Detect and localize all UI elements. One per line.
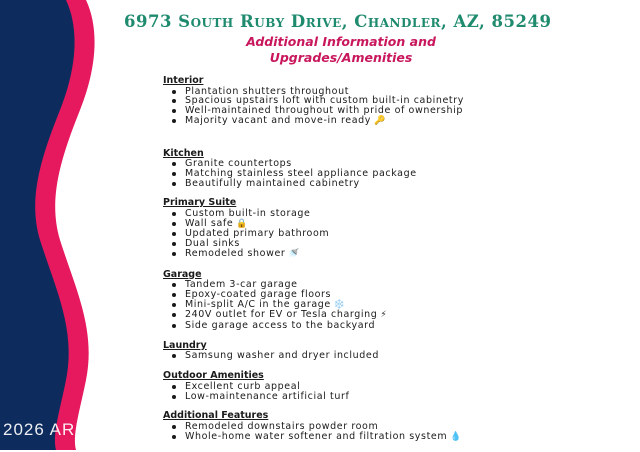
section-kitchen <box>163 149 633 189</box>
section-title: Additional Features <box>163 410 269 422</box>
watermark-text: 2026 ARMLS <box>3 420 114 439</box>
feature-item <box>163 116 633 127</box>
features-content <box>163 76 633 452</box>
feature-text: Well-maintained throughout with pride of ownership <box>185 105 463 117</box>
feature-text: Excellent curb appeal <box>185 380 301 392</box>
feature-text: Wall safe <box>185 217 234 229</box>
feature-item <box>163 249 633 260</box>
section-interior <box>163 76 633 127</box>
section-title: Kitchen <box>163 147 204 159</box>
feature-text: Custom built-in storage <box>185 208 311 220</box>
feature-text: Remodeled downstairs powder room <box>185 420 379 432</box>
section-title: Garage <box>163 268 202 280</box>
feature-item <box>163 392 633 402</box>
feature-item <box>163 351 633 361</box>
feature-emoji-icon: 🚿 <box>288 248 301 259</box>
subtitle-line-2: Upgrades/Amenities <box>269 50 413 65</box>
feature-text: Granite countertops <box>185 158 292 170</box>
feature-text: Samsung washer and dryer included <box>185 350 379 362</box>
feature-text: Updated primary bathroom <box>185 228 330 240</box>
feature-text: Majority vacant and move-in ready <box>185 114 371 126</box>
feature-list <box>163 351 633 361</box>
feature-text: Plantation shutters throughout <box>185 85 350 97</box>
feature-emoji-icon: ❄️ <box>333 299 346 310</box>
feature-list <box>163 209 633 260</box>
feature-text: Epoxy-coated garage floors <box>185 288 332 300</box>
feature-emoji-icon: ⚡ <box>380 310 388 321</box>
section-title: Laundry <box>163 339 207 351</box>
section-outdoor-amenities <box>163 371 633 401</box>
section-laundry <box>163 341 633 361</box>
subtitle-line-1: Additional Information and <box>246 34 436 49</box>
feature-text: Dual sinks <box>185 238 240 250</box>
feature-item <box>163 432 633 443</box>
section-primary-suite <box>163 198 633 259</box>
feature-list <box>163 422 633 442</box>
feature-text: Mini-split A/C in the garage <box>185 298 331 310</box>
feature-list <box>163 382 633 401</box>
feature-emoji-icon: 🔑 <box>374 115 386 126</box>
feature-list <box>163 280 633 331</box>
feature-text: Side garage access to the backyard <box>185 320 376 332</box>
feature-item <box>163 209 633 219</box>
feature-emoji-icon: 🔒 <box>236 218 249 229</box>
feature-text: 240V outlet for EV or Tesla charging <box>185 309 378 321</box>
property-address: 6973 South Ruby Drive, Chandler, AZ, 85249 <box>124 12 552 31</box>
section-title: Interior <box>163 75 204 86</box>
feature-text: Whole-home water softener and filtration system <box>185 430 448 442</box>
feature-item <box>163 179 633 189</box>
feature-item <box>163 321 633 331</box>
feature-text: Matching stainless steel appliance package <box>185 167 417 179</box>
section-additional-features <box>163 411 633 442</box>
page-subtitle <box>196 34 486 66</box>
section-garage <box>163 270 633 331</box>
decorative-wave-panel <box>0 0 140 450</box>
feature-text: Tandem 3-car garage <box>185 279 298 291</box>
section-title: Outdoor Amenities <box>163 370 264 382</box>
feature-text: Remodeled shower <box>185 247 286 259</box>
feature-list <box>163 87 633 127</box>
section-title: Primary Suite <box>163 197 237 209</box>
feature-text: Low-maintenance artificial turf <box>185 390 350 402</box>
feature-text: Spacious upstairs loft with custom built-in cabinetry <box>185 95 464 107</box>
feature-text: Beautifully maintained cabinetry <box>185 177 360 189</box>
feature-emoji-icon: 💧 <box>450 431 463 442</box>
feature-list <box>163 159 633 188</box>
